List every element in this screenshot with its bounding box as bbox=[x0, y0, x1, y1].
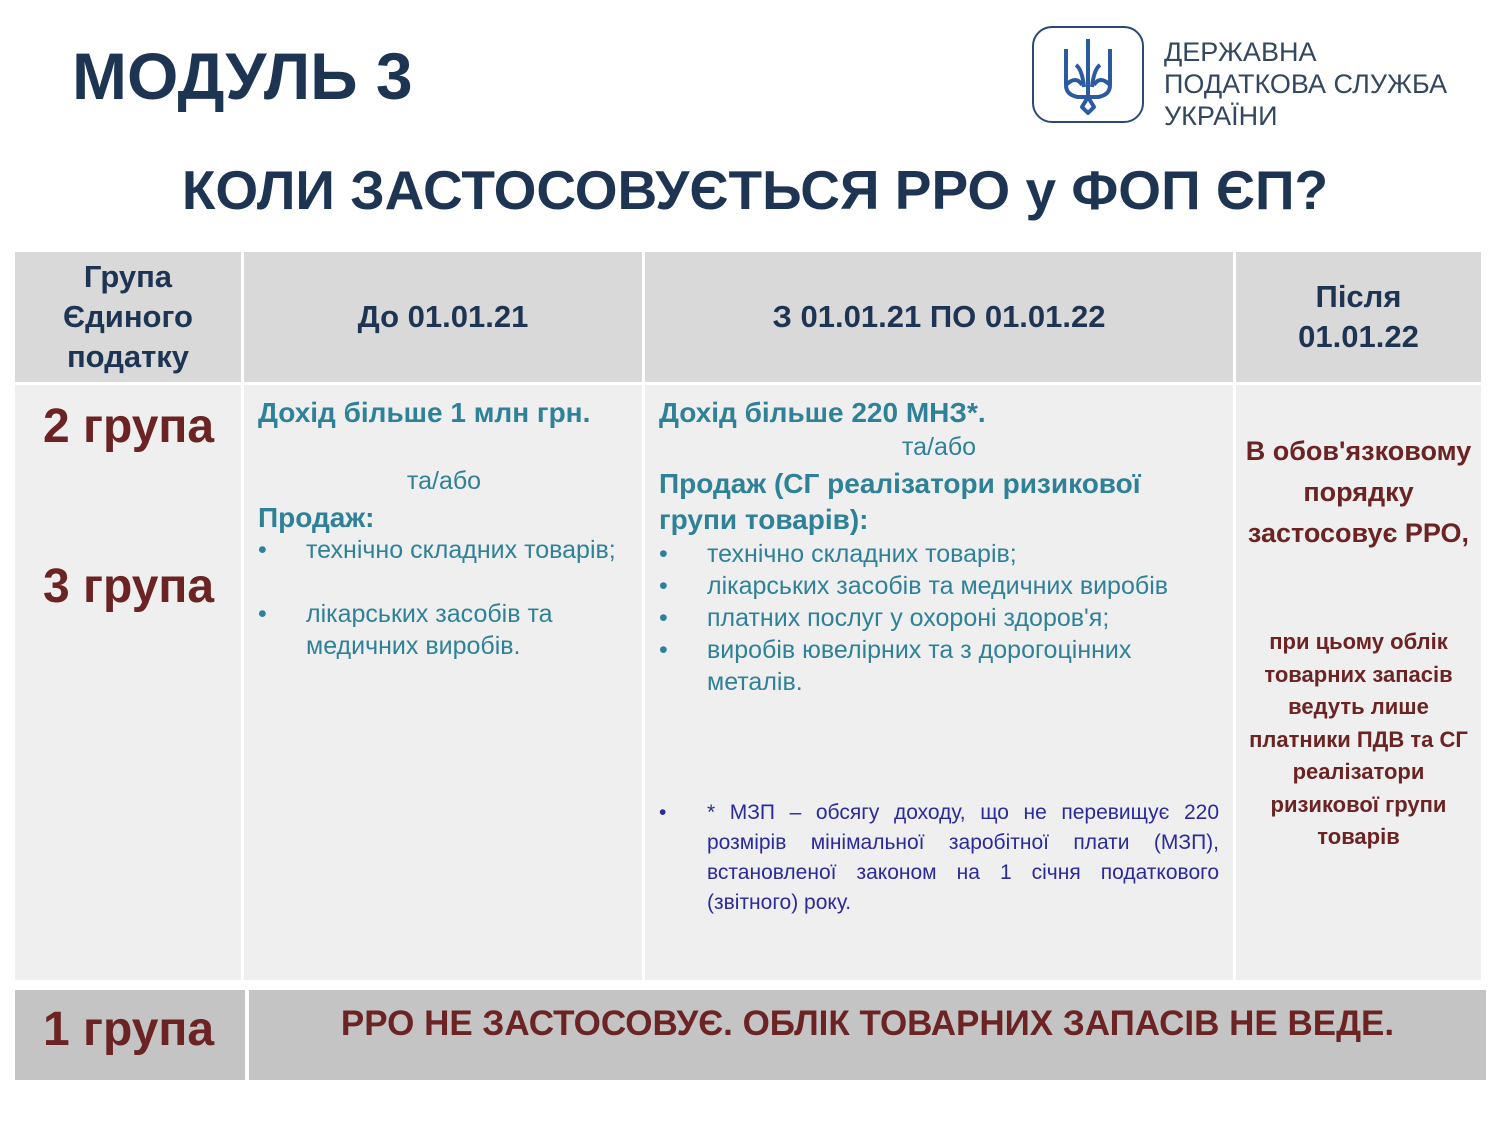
header-after bbox=[1236, 252, 1481, 382]
before-income: Дохід більше 1 млн грн. bbox=[258, 397, 591, 428]
after-note: при цьому облік товарних запасів ведуть лише платники ПДВ та СГ реалізатори ризикової групи товарів bbox=[1249, 629, 1468, 849]
header-after-line-1: Після bbox=[1315, 279, 1402, 314]
list-item: • виробів ювелірних та з дорогоцінних металів. bbox=[659, 634, 1219, 698]
between-note bbox=[659, 798, 1219, 918]
before-list bbox=[258, 534, 630, 662]
list-item: • лікарських засобів та медичних виробів bbox=[659, 570, 1219, 602]
logo bbox=[1032, 26, 1144, 123]
cell-before bbox=[244, 385, 642, 980]
header-after-line-2: 01.01.22 bbox=[1298, 319, 1419, 354]
org-name bbox=[1164, 36, 1447, 132]
between-sale: Продаж (СГ реалізатори ризикової групи товарів): bbox=[659, 468, 1141, 535]
group-1-label: 1 група bbox=[43, 1003, 215, 1056]
before-sale: Продаж: bbox=[258, 502, 375, 533]
list-item: • технічно складних товарів; bbox=[258, 534, 630, 566]
between-andor: та/або bbox=[901, 433, 977, 461]
header-group bbox=[15, 252, 241, 382]
mzp-note: • * МЗП – обсягу доходу, що не перевищує 220 розмірів мінімальної заробітної плати (МЗП), встановленої законом на 1 січня податкового (звітного) року. bbox=[659, 798, 1219, 918]
header-group-line-1: Група bbox=[83, 259, 173, 294]
header-between: З 01.01.21 ПО 01.01.22 bbox=[645, 252, 1233, 382]
page-title: КОЛИ ЗАСТОСОВУЄТЬСЯ РРО у ФОП ЄП? bbox=[181, 159, 1329, 221]
cell-groups bbox=[15, 385, 241, 980]
org-line-2: ПОДАТКОВА СЛУЖБА bbox=[1164, 69, 1448, 99]
header-before: До 01.01.21 bbox=[244, 252, 642, 382]
between-list bbox=[659, 538, 1219, 698]
group-3-label: 3 група bbox=[43, 560, 215, 613]
group-1-label-cell bbox=[15, 990, 245, 1080]
trident-icon bbox=[1060, 35, 1116, 115]
list-item: • лікарських засобів та медичних виробів. bbox=[258, 598, 630, 662]
group-1-text: РРО НЕ ЗАСТОСОВУЄ. ОБЛІК ТОВАРНИХ ЗАПАСІВ НЕ ВЕДЕ. bbox=[340, 1004, 1395, 1043]
org-line-1: ДЕРЖАВНА bbox=[1164, 37, 1317, 67]
group-1-text-cell bbox=[249, 990, 1486, 1080]
before-andor: та/або bbox=[406, 467, 482, 495]
after-main: В обов'язковому порядку застосовує РРО, bbox=[1245, 436, 1472, 548]
between-income: Дохід більше 220 МНЗ*. bbox=[659, 397, 986, 428]
org-line-3: УКРАЇНИ bbox=[1164, 101, 1278, 131]
cell-between bbox=[645, 385, 1233, 980]
list-item: • платних послуг у охороні здоров'я; bbox=[659, 602, 1219, 634]
module-title: МОДУЛЬ 3 bbox=[72, 39, 413, 113]
group-2-label: 2 група bbox=[43, 400, 215, 453]
list-item: • технічно складних товарів; bbox=[659, 538, 1219, 570]
header-group-line-2: Єдиного bbox=[63, 299, 193, 334]
cell-after bbox=[1236, 385, 1481, 980]
header-group-line-3: податку bbox=[66, 339, 190, 374]
